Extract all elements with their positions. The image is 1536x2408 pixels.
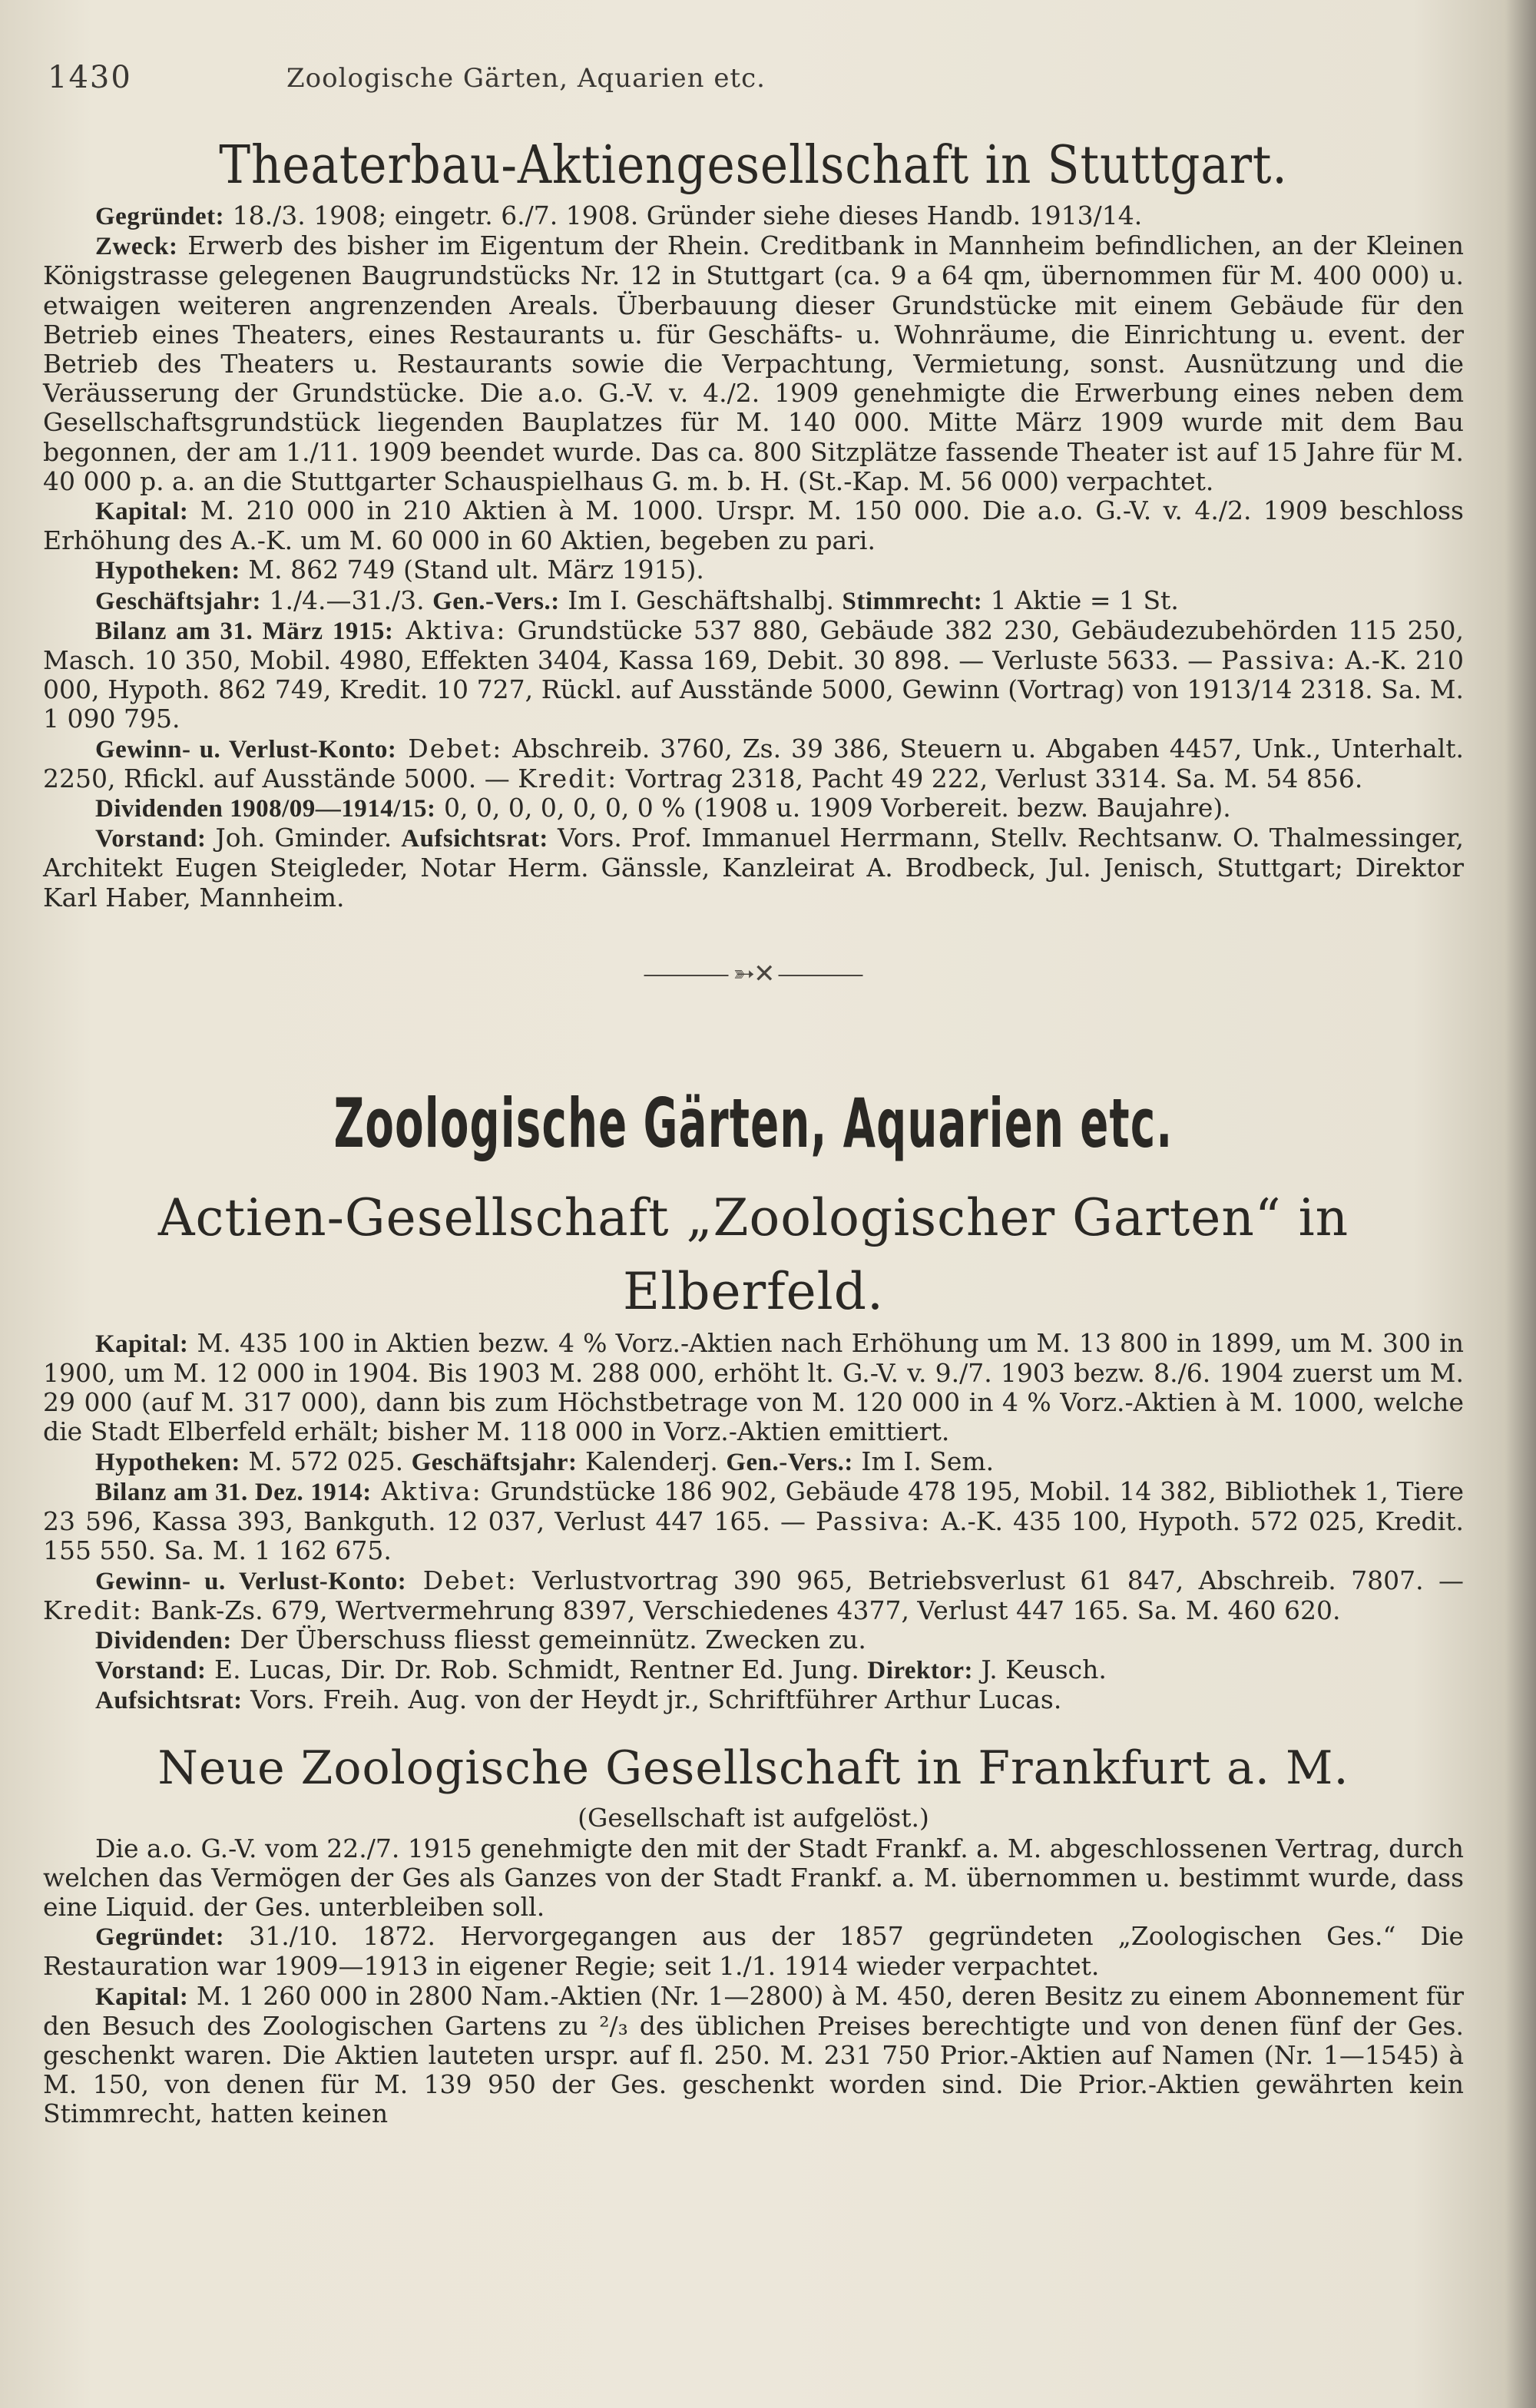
- theaterbau-gegruendet: [43, 201, 1464, 231]
- text: Verlustvortrag 390 965, Betriebsverlust 61 847, Abschreib. 7807. —: [517, 1565, 1465, 1595]
- aktiva-label: Aktiva:: [393, 614, 507, 645]
- text: A.-K. 210 000, Hypoth. 862 749, Kredit. 10 727, Rückl. auf Ausstände 5000, Gewinn (Vortrag) von 1913/14 2318. Sa. M. 1 090 795.: [43, 645, 1464, 734]
- frankfurt-kapital: [43, 1982, 1464, 2129]
- elberfeld-vorstand: [43, 1655, 1464, 1685]
- elberfeld-dividenden: [43, 1625, 1464, 1655]
- elberfeld-kapital: [43, 1329, 1464, 1447]
- text: M. 862 749 (Stand ult. März 1915).: [240, 555, 704, 585]
- text: Vors. Freih. Aug. von der Heydt jr., Schriftführer Arthur Lucas.: [242, 1684, 1062, 1715]
- text: Die a.o. G.-V. vom 22./7. 1915 genehmigte den mit der Stadt Frankf. a. M. abgeschlossenen Vertrag, durch welchen das Vermögen der Ges als Ganzes von der Stadt Frankf. a. M. übernommen u. bestimmt wurde, dass eine Liquid. der Ges. unterbleiben soll.: [43, 1833, 1464, 1922]
- label: Hypotheken:: [95, 1448, 240, 1476]
- passiva-label: Passiva:: [1221, 645, 1337, 676]
- kredit-label: Kredit:: [43, 1595, 144, 1625]
- text: Grundstücke 537 880, Gebäude 382 230, Gebäudezubehörden 115 250, Masch. 10 350, Mobil. 4980, Effekten 3404, Kassa 169, Debit. 30 898. — Verluste 5633. —: [43, 614, 1464, 676]
- label: Dividenden:: [95, 1626, 232, 1654]
- label: Stimmrecht:: [842, 587, 983, 615]
- elberfeld-hypotheken: [43, 1447, 1464, 1477]
- entry-title-theaterbau: Theaterbau-Aktiengesellschaft in Stuttgart.: [219, 135, 1288, 196]
- label: Gen.-Vers.:: [432, 587, 560, 615]
- elberfeld-gewinn-verlust: [43, 1566, 1464, 1625]
- frankfurt-vertrag: [43, 1834, 1464, 1923]
- entry-subtitle-frankfurt: (Gesellschaft ist aufgelöst.): [578, 1802, 929, 1833]
- text: Vortrag 2318, Pacht 49 222, Verlust 3314. Sa. M. 54 856.: [617, 763, 1363, 793]
- page-header: [0, 60, 1536, 106]
- elberfeld-bilanz: [43, 1477, 1464, 1566]
- text: Bank-Zs. 679, Wertvermehrung 8397, Verschiedenes 4377, Verlust 447 165. Sa. M. 460 620.: [143, 1595, 1341, 1625]
- text: Erwerb des bisher im Eigentum der Rhein. Creditbank in Mannheim befindlichen, an der Kleinen Königstrasse gelegenen Baugrundstücks Nr. 12 in Stuttgart (ca. 9 a 64 qm, übernommen für M. 400 000) u. etwaigen weiteren angrenzenden Areals. Überbauung dieser Grundstücke mit einem Gebäude für den Betrieb eines Theaters, eines Restaurants u. für Geschäfts- u. Wohnräume, die Einrichtung u. event. der Betrieb des Theaters u. Restaurants sowie die Verpachtung, Vermietung, sonst. Ausnützung und die Veräusserung der Grundstücke. Die a.o. G.-V. v. 4./2. 1909 genehmigte die Erwerbung eines neben dem Gesellschaftsgrundstück liegenden Bauplatzes für M. 140 000. Mitte März 1909 wurde mit dem Bau begonnen, der am 1./11. 1909 beendet wurde. Das ca. 800 Sitzplätze fassende Theater ist auf 15 Jahre für M. 40 000 p. a. an die Stuttgarter Schauspielhaus G. m. b. H. (St.-Kap. M. 56 000) verpachtet.: [43, 230, 1464, 496]
- section-title: Zoologische Gärten, Aquarien etc.: [333, 1083, 1174, 1163]
- text: Kalenderj.: [577, 1446, 727, 1476]
- text: E. Lucas, Dir. Dr. Rob. Schmidt, Rentner Ed. Jung.: [206, 1654, 868, 1685]
- label: Vorstand:: [95, 1657, 207, 1685]
- theaterbau-kapital: [43, 496, 1464, 555]
- page-content: [43, 131, 1464, 2129]
- label: Gegründet:: [95, 1923, 225, 1952]
- running-head: Zoologische Gärten, Aquarien etc.: [286, 63, 766, 94]
- theaterbau-vorstand: [43, 823, 1464, 913]
- text: A.-K. 435 100, Hypoth. 572 025, Kredit. 155 550. Sa. M. 1 162 675.: [43, 1506, 1464, 1566]
- text: Abschreib. 3760, Zs. 39 386, Steuern u. Abgaben 4457, Unk., Unterhalt. 2250, Rfickl. auf Ausstände 5000. —: [43, 733, 1464, 793]
- elberfeld-aufsichtsrat: [43, 1685, 1464, 1715]
- label: Dividenden 1908/09—1914/15:: [95, 795, 436, 823]
- theaterbau-geschaeftsjahr: [43, 586, 1464, 616]
- label: Direktor:: [867, 1657, 974, 1685]
- page-number: 1430: [48, 60, 132, 95]
- theaterbau-gewinn-verlust: [43, 734, 1464, 793]
- label: Vorstand:: [95, 825, 207, 853]
- kredit-label: Kredit:: [518, 763, 618, 793]
- label: Gewinn- u. Verlust-Konto:: [95, 1567, 407, 1595]
- entry-title-frankfurt: Neue Zoologische Gesellschaft in Frankfurt a. M.: [157, 1741, 1349, 1795]
- label: Kapital:: [95, 1982, 189, 2011]
- label: Bilanz am 31. März 1915:: [95, 617, 394, 645]
- label: Gegründet:: [95, 203, 225, 230]
- text: M. 572 025.: [240, 1446, 412, 1476]
- debet-label: Debet:: [406, 1565, 518, 1595]
- entry-title-elberfeld: Actien-Gesellschaft „Zoologischer Garten“ in Elberfeld.: [157, 1187, 1349, 1321]
- theaterbau-bilanz: [43, 616, 1464, 734]
- label: Kapital:: [95, 1330, 189, 1358]
- text: Der Überschuss fliesst gemeinnütz. Zwecken zu.: [231, 1624, 866, 1654]
- label: Gewinn- u. Verlust-Konto:: [95, 735, 397, 763]
- text: M. 435 100 in Aktien bezw. 4 % Vorz.-Aktien nach Erhöhung um M. 13 800 in 1899, um M. 300 in 1900, um M. 12 000 in 1904. Bis 1903 M. 288 000, erhöht lt. G.-V. v. 9./7. 1903 bezw. 8./6. 1904 zuerst um M. 29 000 (auf M. 317 000), dann bis zum Höchstbetrage von M. 120 000 in 4 % Vorz.-Aktien à M. 1000, welche die Stadt Elberfeld erhält; bisher M. 118 000 in Vorz.-Aktien emittiert.: [43, 1327, 1464, 1447]
- ornament-divider: ➳✕: [640, 959, 868, 989]
- passiva-label: Passiva:: [816, 1506, 932, 1537]
- text: M. 210 000 in 210 Aktien à M. 1000. Urspr. M. 150 000. Die a.o. G.-V. v. 4./2. 1909 beschloss Erhöhung des A.-K. um M. 60 000 in 60 Aktien, begeben zu pari.: [43, 495, 1464, 556]
- theaterbau-dividenden: [43, 793, 1464, 823]
- text: 1./4.—31./3.: [260, 585, 433, 615]
- text: M. 1 260 000 in 2800 Nam.-Aktien (Nr. 1—2800) à M. 450, deren Besitz zu einem Abonnement für den Besuch des Zoologischen Gartens zu ²/₃ des üblichen Preises berechtigte und von denen fünf der Ges. geschenkt waren. Die Aktien lauteten urspr. auf fl. 250. M. 231 750 Prior.-Aktien auf Namen (Nr. 1—1545) à M. 150, von denen für M. 139 950 der Ges. geschenkt worden sind. Die Prior.-Aktien gewährten kein Stimmrecht, hatten keinen: [43, 1980, 1464, 2129]
- text: Im I. Geschäftshalbj.: [559, 585, 842, 615]
- text: Grundstücke 186 902, Gebäude 478 195, Mobil. 14 382, Bibliothek 1, Tiere 23 596, Kassa 393, Bankguth. 12 037, Verlust 447 165. —: [43, 1476, 1464, 1537]
- theaterbau-zweck: [43, 231, 1464, 496]
- text: 1 Aktie = 1 St.: [982, 585, 1179, 615]
- label: Hypotheken:: [95, 557, 240, 585]
- label: Aufsichtsrat:: [95, 1687, 243, 1715]
- text: J. Keusch.: [973, 1654, 1107, 1685]
- aktiva-label: Aktiva:: [371, 1476, 482, 1506]
- label: Aufsichtsrat:: [401, 825, 548, 853]
- text: Joh. Gminder.: [206, 823, 402, 853]
- text: 31./10. 1872. Hervorgegangen aus der 1857 gegründeten „Zoologischen Ges.“ Die Restauration war 1909—1913 in eigener Regie; seit 1./1. 1914 wieder verpachtet.: [43, 1921, 1464, 1982]
- label: Gen.-Vers.:: [726, 1448, 853, 1476]
- label: Bilanz am 31. Dez. 1914:: [95, 1478, 372, 1506]
- label: Geschäftsjahr:: [411, 1448, 578, 1476]
- text: Vors. Prof. Immanuel Herrmann, Stellv. Rechtsanw. O. Thalmessinger, Architekt Eugen Steigleder, Notar Herm. Gänssle, Kanzleirat A. Brodbeck, Jul. Jenisch, Stuttgart; Direktor Karl Haber, Mannheim.: [43, 823, 1464, 913]
- debet-label: Debet:: [396, 733, 503, 763]
- text: 18./3. 1908; eingetr. 6./7. 1908. Gründer siehe dieses Handb. 1913/14.: [224, 200, 1143, 230]
- theaterbau-hypotheken: [43, 555, 1464, 585]
- text: Im I. Sem.: [852, 1446, 995, 1476]
- section-divider: [43, 913, 1464, 1028]
- text: 0, 0, 0, 0, 0, 0, 0 % (1908 u. 1909 Vorbereit. bezw. Baujahre).: [435, 793, 1231, 823]
- label: Geschäftsjahr:: [95, 587, 261, 615]
- label: Zweck:: [95, 233, 178, 261]
- label: Kapital:: [95, 498, 189, 526]
- frankfurt-gegruendet: [43, 1922, 1464, 1981]
